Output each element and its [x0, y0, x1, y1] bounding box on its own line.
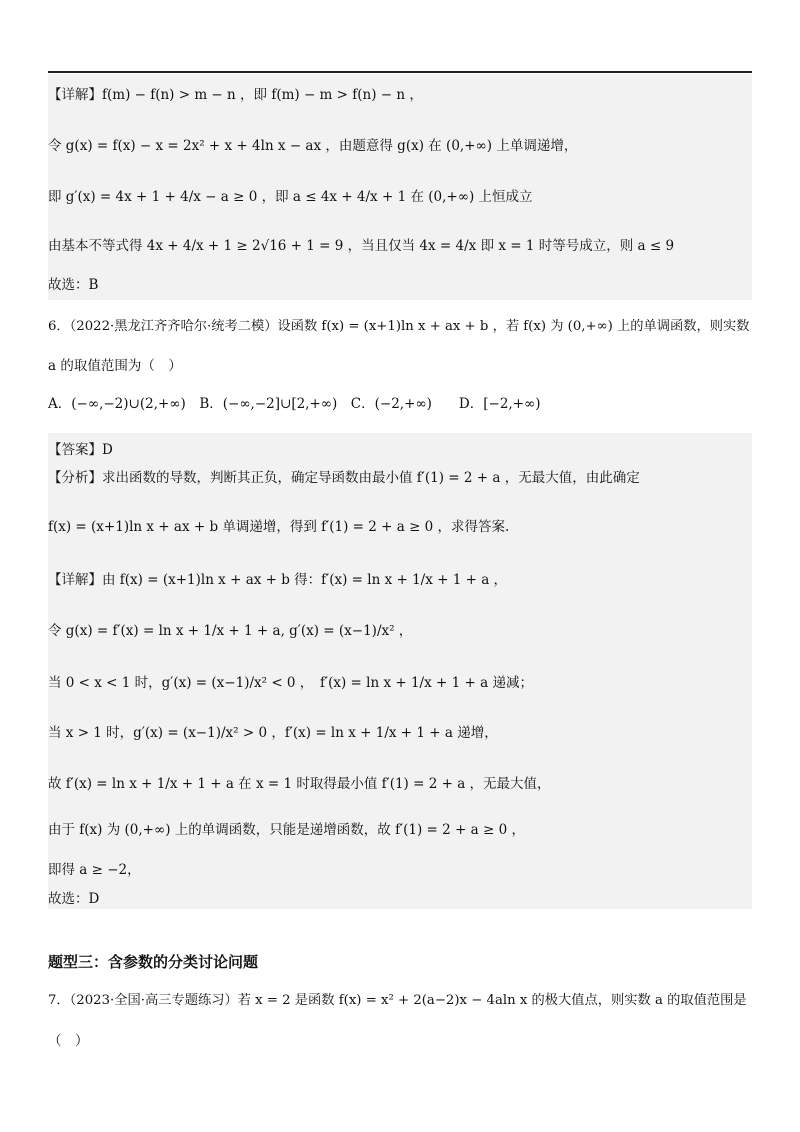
detail-line-5: 故 f′(x) = ln x + 1/x + 1 + a 在 x = 1 时取得最小值 f′(1) = 2 + a ，无最大值，: [48, 776, 551, 792]
b1-line-4: 由基本不等式得 4x + 4/x + 1 ≥ 2√16 + 1 = 9 ，当且仅当 4x = 4/x 即 x = 1 时等号成立，则 a ≤ 9: [48, 238, 675, 254]
answer-line: 【答案】D: [48, 442, 113, 458]
detail-line-4: 当 x > 1 时，g′(x) = (x−1)/x² > 0 ，f′(x) = ln x + 1/x + 1 + a 递增，: [48, 725, 498, 741]
choice-line: 故选：D: [48, 891, 100, 907]
detail-line-7: 即得 a ≥ −2，: [48, 862, 141, 878]
q7-line-2: （ ）: [48, 1033, 89, 1049]
detail-line-1: 【详解】由 f(x) = (x+1)ln x + ax + b 得：f′(x) = ln x + 1/x + 1 + a ，: [48, 572, 508, 588]
q7-line-1: 7．（2023·全国·高三专题练习）若 x = 2 是函数 f(x) = x² + 2(a−2)x − 4aln x 的极大值点，则实数 a 的取值范围是: [48, 993, 747, 1008]
q6-options: A．(−∞,−2)∪(2,+∞) B．(−∞,−2]∪[2,+∞) C．(−2,+∞) D．[−2,+∞): [48, 396, 541, 412]
b1-line-2: 令 g(x) = f(x) − x = 2x² + x + 4ln x − ax ，由题意得 g(x) 在 (0,+∞) 上单调递增，: [48, 138, 578, 154]
detail-line-3: 当 0 < x < 1 时，g′(x) = (x−1)/x² < 0 ， f′(x) = ln x + 1/x + 1 + a 递减；: [48, 675, 533, 691]
detail-line-2: 令 g(x) = f′(x) = ln x + 1/x + 1 + a, g′(x) = (x−1)/x² ，: [48, 623, 413, 639]
top-rule: [48, 71, 752, 73]
q6-line-2: a 的取值范围为（ ）: [48, 358, 182, 374]
q6-line-1: 6．（2022·黑龙江齐齐哈尔·统考二模）设函数 f(x) = (x+1)ln x + ax + b ，若 f(x) 为 (0,+∞) 上的单调函数，则实数: [48, 319, 750, 334]
analysis-line-2: f(x) = (x+1)ln x + ax + b 单调递增，得到 f′(1) = 2 + a ≥ 0 ，求得答案.: [48, 519, 510, 535]
b1-line-3: 即 g′(x) = 4x + 1 + 4/x − a ≥ 0 ，即 a ≤ 4x + 4/x + 1 在 (0,+∞) 上恒成立: [48, 189, 533, 205]
b1-line-1: 【详解】f(m) − f(n) > m − n ，即 f(m) − m > f(n) − n ，: [48, 87, 423, 103]
analysis-line-1: 【分析】求出函数的导数，判断其正负，确定导函数由最小值 f′(1) = 2 + a ，无最大值，由此确定: [48, 470, 640, 486]
b1-line-5: 故选：B: [48, 277, 99, 293]
solution-panel-5: [48, 74, 752, 300]
detail-line-6: 由于 f(x) 为 (0,+∞) 上的单调函数，只能是递增函数，故 f′(1) = 2 + a ≥ 0 ，: [48, 822, 525, 838]
section-title: 题型三：含参数的分类讨论问题: [48, 953, 259, 971]
